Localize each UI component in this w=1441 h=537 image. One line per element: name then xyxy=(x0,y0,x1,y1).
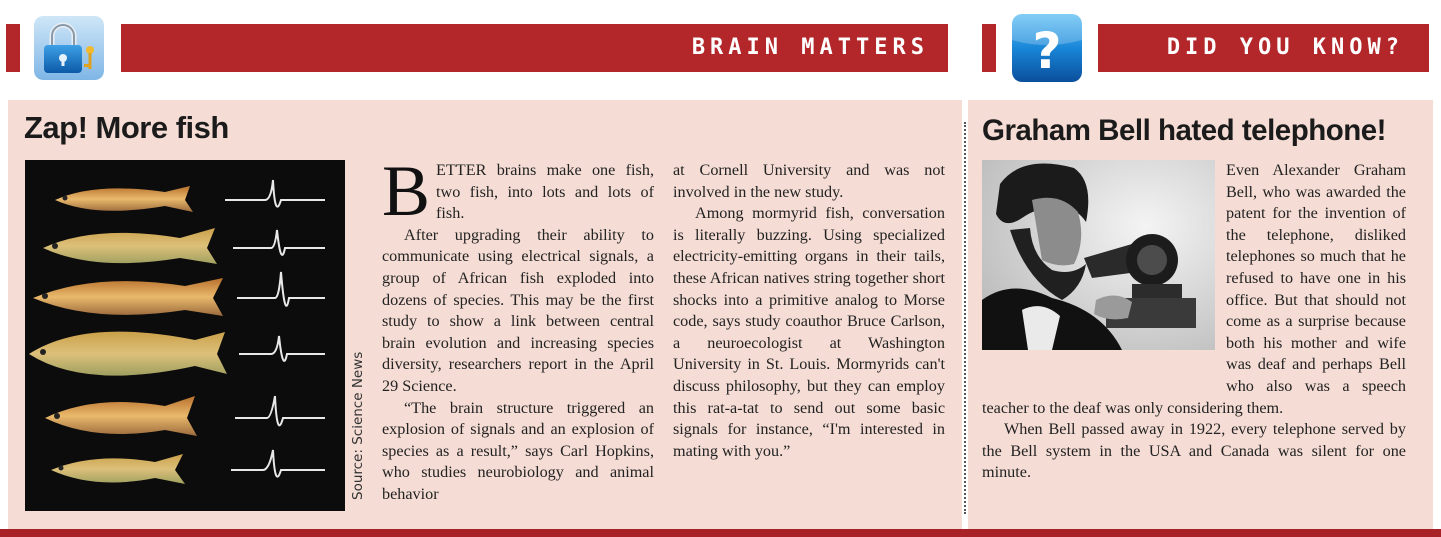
paragraph-text: Even Alexander Graham Bell, who was awarded the patent for the invention of the telephone, disliked telephones so much that he refused to have one in his office. But that should not come as a surprise because both his mother and wife was deaf and perhaps Bell who also was a speech teacher to the deaf was only considering them. xyxy=(982,161,1406,417)
header-right-title: DID YOU KNOW? xyxy=(1166,35,1404,60)
paragraph: When Bell passed away in 1922, every telephone served by the Bell system in the USA and Canada was silent for one minute. xyxy=(982,420,1406,482)
paragraph xyxy=(982,160,1406,419)
bell-photo-float xyxy=(982,160,1226,376)
dropcap: B xyxy=(382,151,431,231)
fish-illustration-2 xyxy=(43,228,217,264)
footer-bar xyxy=(0,529,1441,537)
fish-illustration-5 xyxy=(45,396,197,436)
fish-photo xyxy=(25,160,345,511)
header-left-tab xyxy=(6,24,20,72)
lock-icon xyxy=(34,16,104,80)
paragraph: at Cornell University and was not involved in the new study. xyxy=(673,161,945,201)
right-article-text xyxy=(982,160,1406,484)
fish-illustration-3 xyxy=(33,278,223,316)
right-headline: Graham Bell hated telephone! xyxy=(982,114,1386,147)
image-credit: Source: Science News xyxy=(350,351,366,500)
left-article-column-2 xyxy=(673,160,945,462)
fish-illustration-4 xyxy=(29,332,227,376)
article-divider xyxy=(964,122,966,514)
question-mark-icon xyxy=(1012,14,1082,82)
paragraph: After upgrading their ability to communicate using electrical signals, a group of African fish exploded into dozens of species. This may be the first study to show a link between central brain evolution and increasing species diversity, researchers report in the April 29 Science. xyxy=(382,225,654,395)
fish-illustration-6 xyxy=(51,454,185,484)
lead-paragraph: ETTER brains make one fish, two fish, into lots and lots of fish. xyxy=(436,161,654,223)
fish-illustration-1 xyxy=(55,186,193,212)
left-headline: Zap! More fish xyxy=(24,110,229,145)
svg-text:?: ? xyxy=(1032,22,1062,80)
paragraph: Among mormyrid fish, conversation is literally buzzing. Using specialized electricity-emitting organs in their tails, these African natives string together short shocks into a primitive analog to Morse code, says study coauthor Bruce Carlson, a neuroecologist at Washington University in St. Louis. Mormyrids can't discuss philosophy, but they can employ this rat-a-tat to send out some basic signals for instance, “I'm interested in mating with you.” xyxy=(673,204,945,460)
header-left-title: BRAIN MATTERS xyxy=(691,35,929,60)
paragraph: “The brain structure triggered an explosion of signals and an explosion of species as a result,” says Carl Hopkins, who studies neurobiology and animal behavior xyxy=(382,398,654,503)
left-article-column-1 xyxy=(382,151,654,506)
header-right-tab xyxy=(982,24,996,72)
